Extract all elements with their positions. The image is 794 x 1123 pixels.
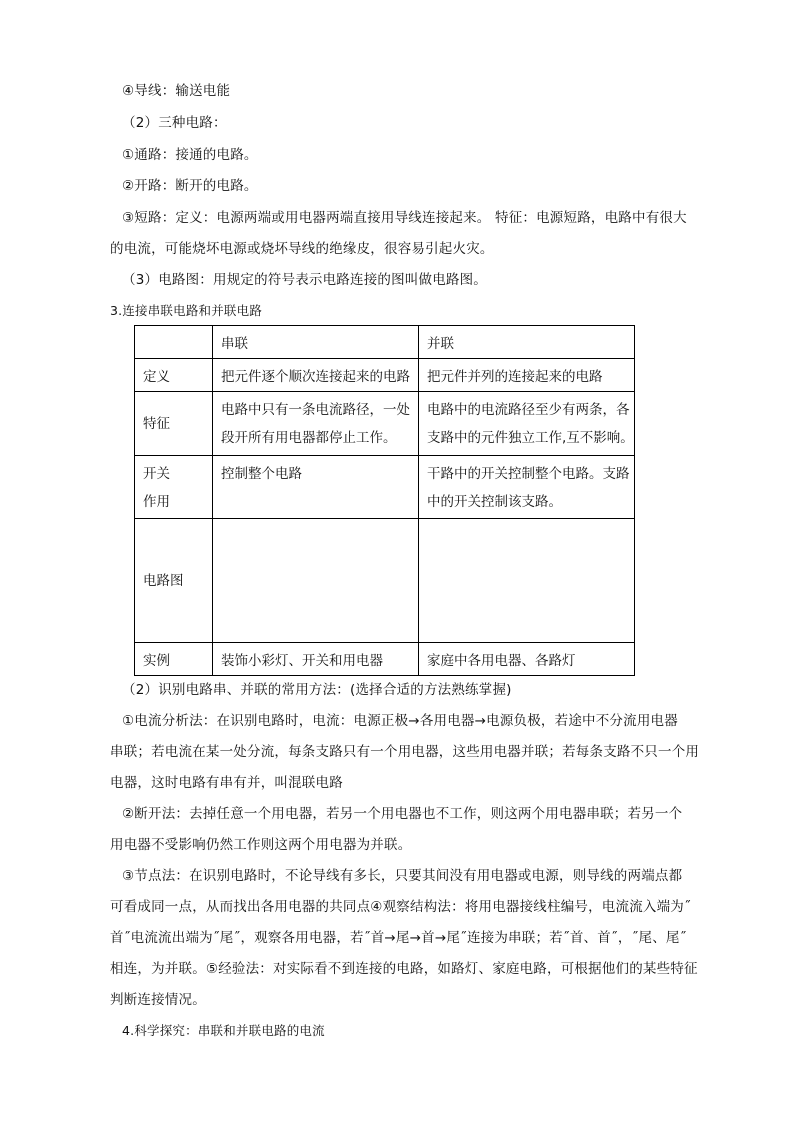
text-line-three-circuits: （2）三种电路： (122, 115, 227, 131)
row-label-switch-line-1: 开关 (143, 466, 170, 482)
cell-parallel-definition: 把元件并列的连接起来的电路 (419, 359, 635, 392)
cell-parallel-switch (419, 456, 635, 519)
row-label-example: 实例 (135, 643, 213, 676)
text-line-short-circuit: ③短路：定义：电源两端或用电器两端直接用导线连接起来。 特征：电源短路，电路中有很大 (122, 210, 687, 226)
section-heading-4: 4.科学探究：串联和并联电路的电流 (122, 1023, 325, 1038)
header-cell-series: 串联 (213, 326, 419, 359)
section-heading-3: 3.连接串联电路和并联电路 (110, 303, 263, 318)
cell-series-definition: 把元件逐个顺次连接起来的电路 (213, 359, 419, 392)
text-line-short-circuit-cont: 的电流，可能烧坏电源或烧坏导线的绝缘皮，很容易引起火灾。 (110, 241, 494, 257)
cell-parallel-feature-line-2: 支路中的元件独立工作,互不影响。 (427, 430, 634, 446)
cell-parallel-feature (419, 392, 635, 456)
cell-series-switch: 控制整个电路 (213, 456, 419, 519)
cell-parallel-diagram (419, 519, 635, 643)
cell-series-feature-line-2: 段开所有用电器都停止工作。 (221, 430, 397, 446)
table-row-feature (135, 392, 635, 456)
text-line-conductor: ④导线：输送电能 (122, 83, 231, 99)
cell-parallel-switch-line-2: 中的开关控制该支路。 (427, 494, 562, 510)
text-line-node-method-cont-3: 相连，为并联。⑤经验法：对实际看不到连接的电路，如路灯、家庭电路，可根据他们的某些特征 (110, 961, 698, 977)
cell-parallel-example: 家庭中各用电器、各路灯 (419, 643, 635, 676)
series-parallel-table (134, 325, 635, 676)
row-label-circuit-diagram: 电路图 (135, 519, 213, 643)
header-cell-empty (135, 326, 213, 359)
cell-series-feature (213, 392, 419, 456)
text-line-circuit-diagram: （3）电路图：用规定的符号表示电路连接的图叫做电路图。 (122, 272, 487, 288)
cell-series-feature-line-1: 电路中只有一条电流路径，一处 (221, 402, 410, 418)
text-line-closed-circuit: ①通路：接通的电路。 (122, 147, 258, 163)
text-line-current-analysis-cont-1: 串联；若电流在某一处分流，每条支路只有一个用电器，这些用电器并联；若每条支路不只一个用 (110, 744, 700, 760)
table-row-switch-function (135, 456, 635, 519)
text-line-current-analysis-cont-2: 电器，这时电路有串有并，叫混联电路 (110, 775, 343, 791)
row-label-switch-function (135, 456, 213, 519)
text-line-node-method: ③节点法：在识别电路时，不论导线有多长，只要其间没有用电器或电源，则导线的两端点都 (122, 868, 683, 884)
row-label-definition: 定义 (135, 359, 213, 392)
text-line-node-method-cont-4: 判断连接情况。 (110, 992, 206, 1008)
text-line-node-method-cont-1: 可看成同一点，从而找出各用电器的共同点④观察结构法：将用电器接线柱编号，电流流入端为˝ (110, 899, 691, 915)
table-row-circuit-diagram (135, 519, 635, 643)
text-line-open-circuit: ②开路：断开的电路。 (122, 178, 258, 194)
header-cell-parallel: 并联 (419, 326, 635, 359)
cell-parallel-switch-line-1: 干路中的开关控制整个电路。支路 (427, 466, 630, 482)
text-line-current-analysis: ①电流分析法：在识别电路时，电流：电源正极→各用电器→电源负极，若途中不分流用电器 (122, 713, 678, 729)
cell-parallel-feature-line-1: 电路中的电流路径至少有两条，各 (427, 402, 630, 418)
table-row-definition (135, 359, 635, 392)
text-line-identify-methods: （2）识别电路串、并联的常用方法：(选择合适的方法熟练掌握) (122, 682, 512, 698)
cell-series-example: 装饰小彩灯、开关和用电器 (213, 643, 419, 676)
table-header-row (135, 326, 635, 359)
cell-series-diagram (213, 519, 419, 643)
text-line-disconnect-method: ②断开法：去掉任意一个用电器，若另一个用电器也不工作，则这两个用电器串联；若另一个 (122, 806, 683, 822)
text-line-node-method-cont-2: 首˝电流流出端为˝尾˝，观察各用电器，若˝首→尾→首→尾˝连接为串联；若˝首、首˝，˝尾、尾˝ (110, 930, 687, 946)
row-label-feature: 特征 (135, 392, 213, 456)
table-row-example (135, 643, 635, 676)
text-line-disconnect-method-cont: 用电器不受影响仍然工作则这两个用电器为并联。 (110, 837, 412, 853)
row-label-switch-line-2: 作用 (143, 494, 170, 510)
